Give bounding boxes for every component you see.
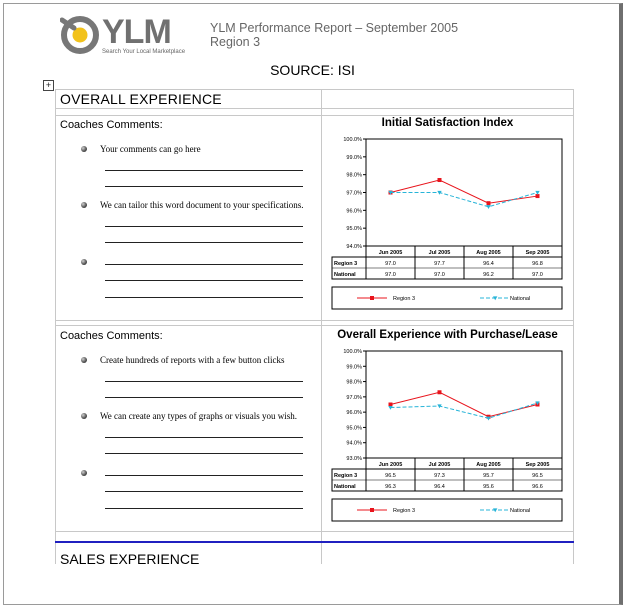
coaches-comments-label: Coaches Comments: <box>60 119 163 131</box>
comment-text[interactable]: We can create any types of graphs or visuals you wish. <box>100 411 297 421</box>
table-row-divider <box>55 115 574 116</box>
logo-wordmark: YLM <box>102 13 171 51</box>
data-table-value: 96.3 <box>385 484 396 490</box>
chart-title: Overall Experience with Purchase/Lease <box>337 329 558 341</box>
data-table-value: 96.4 <box>434 484 445 490</box>
overall-experience-chart <box>330 345 570 525</box>
y-tick-label: 94.0% <box>346 440 362 447</box>
y-tick-label: 96.0% <box>346 208 362 215</box>
comment-line[interactable] <box>105 280 303 281</box>
data-table-series-label: Region 3 <box>334 473 358 479</box>
data-table-value: 97.3 <box>434 473 445 479</box>
table-row-divider <box>55 108 574 109</box>
y-tick-label: 93.0% <box>346 456 362 462</box>
data-table-value: 97.0 <box>385 261 396 267</box>
x-category-label: Jun 2005 <box>378 462 403 468</box>
bullet-icon <box>81 259 87 265</box>
data-table-series-label: National <box>334 484 356 490</box>
x-category-label: Jul 2005 <box>428 462 451 468</box>
data-table-value: 97.7 <box>434 261 445 267</box>
comment-line[interactable] <box>105 226 303 227</box>
data-table-value: 96.2 <box>483 272 494 278</box>
plot-area <box>366 139 562 246</box>
data-table-value: 96.5 <box>532 473 543 479</box>
data-table-value: 95.7 <box>483 473 494 479</box>
legend-label: Region 3 <box>393 296 416 302</box>
table-row-divider <box>55 325 574 326</box>
comment-line[interactable] <box>105 508 303 509</box>
legend-marker <box>370 508 374 512</box>
table-move-handle-icon[interactable]: + <box>43 80 54 91</box>
data-point <box>389 403 393 407</box>
comment-line[interactable] <box>105 297 303 298</box>
x-category-label: Sep 2005 <box>525 250 550 256</box>
bullet-icon <box>81 470 87 476</box>
logo-tagline: Search Your Local Marketplace <box>102 49 186 55</box>
y-tick-label: 95.0% <box>346 226 362 233</box>
y-tick-label: 95.0% <box>346 425 362 432</box>
legend-label: Region 3 <box>393 508 416 514</box>
data-table-value: 96.8 <box>532 261 543 267</box>
data-point <box>438 390 442 394</box>
x-category-label: Aug 2005 <box>476 462 501 468</box>
data-point <box>438 178 442 182</box>
y-tick-label: 99.0% <box>346 154 362 161</box>
x-category-label: Jul 2005 <box>428 250 451 256</box>
data-table-value: 95.6 <box>483 484 494 490</box>
y-tick-label: 96.0% <box>346 410 362 417</box>
next-section-title: SALES EXPERIENCE <box>60 551 200 567</box>
data-table-value: 97.0 <box>434 272 445 278</box>
legend-label: National <box>510 508 531 514</box>
table-border-left <box>55 89 56 564</box>
y-tick-label: 97.0% <box>346 394 362 401</box>
x-category-label: Jun 2005 <box>378 250 403 256</box>
x-category-label: Sep 2005 <box>525 462 550 468</box>
table-row-divider <box>55 320 574 321</box>
comment-line[interactable] <box>105 437 303 438</box>
legend-label: National <box>510 296 531 302</box>
bullet-icon <box>81 202 87 208</box>
table-border-right <box>573 89 574 564</box>
comment-text[interactable]: Your comments can go here <box>100 144 201 154</box>
comment-line[interactable] <box>105 453 303 454</box>
data-table-value: 96.5 <box>385 473 396 479</box>
legend-marker <box>370 296 374 300</box>
comment-line[interactable] <box>105 381 303 382</box>
data-table-series-label: Region 3 <box>334 261 358 267</box>
table-border-top <box>55 89 574 90</box>
data-table-value: 96.6 <box>532 484 543 490</box>
bullet-icon <box>81 146 87 152</box>
x-category-label: Aug 2005 <box>476 250 501 256</box>
bullet-icon <box>81 413 87 419</box>
table-column-divider <box>321 89 322 564</box>
comment-line[interactable] <box>105 491 303 492</box>
comment-line[interactable] <box>105 264 303 265</box>
data-table-value: 96.4 <box>483 261 494 267</box>
y-tick-label: 94.0% <box>346 244 362 250</box>
y-tick-label: 98.0% <box>346 379 362 386</box>
ylm-logo <box>60 12 185 60</box>
y-tick-label: 100.0% <box>343 349 362 355</box>
section-separator <box>55 541 574 543</box>
report-title: YLM Performance Report – September 2005 <box>210 21 459 35</box>
source-label: SOURCE: ISI <box>270 62 355 78</box>
y-tick-label: 99.0% <box>346 364 362 371</box>
comment-line[interactable] <box>105 475 303 476</box>
initial-satisfaction-chart <box>330 133 570 313</box>
y-tick-label: 98.0% <box>346 172 362 179</box>
data-table-series-label: National <box>334 272 356 278</box>
data-point <box>487 201 491 205</box>
comment-text[interactable]: We can tailor this word document to your specifications. <box>100 200 304 210</box>
section-title: OVERALL EXPERIENCE <box>60 91 222 107</box>
comment-line[interactable] <box>105 186 303 187</box>
logo-mark-icon <box>60 14 100 56</box>
data-table-value: 97.0 <box>532 272 543 278</box>
y-tick-label: 97.0% <box>346 190 362 197</box>
bullet-icon <box>81 357 87 363</box>
comment-line[interactable] <box>105 242 303 243</box>
coaches-comments-label: Coaches Comments: <box>60 330 163 342</box>
table-row-divider <box>55 531 574 532</box>
comment-line[interactable] <box>105 397 303 398</box>
report-subtitle: Region 3 <box>210 35 261 49</box>
chart-title: Initial Satisfaction Index <box>381 117 514 129</box>
y-tick-label: 100.0% <box>343 137 362 143</box>
data-table-value: 97.0 <box>385 272 396 278</box>
comment-line[interactable] <box>105 170 303 171</box>
comment-text[interactable]: Create hundreds of reports with a few button clicks <box>100 355 285 365</box>
